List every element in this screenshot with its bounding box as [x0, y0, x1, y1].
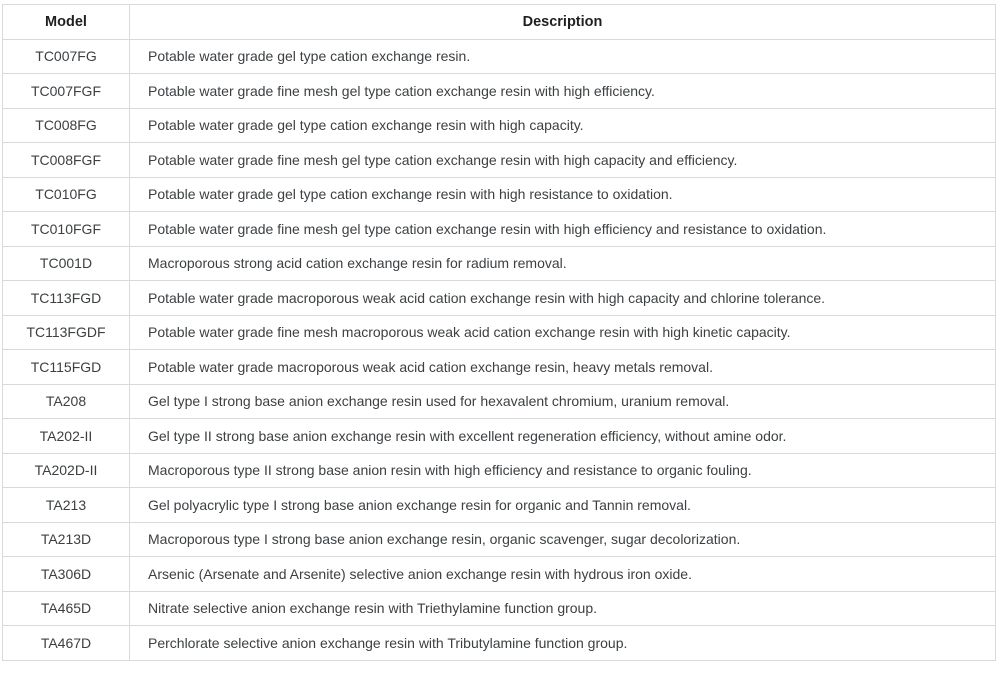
model-cell: TA306D — [3, 557, 130, 592]
table-row — [3, 108, 996, 143]
table-row — [3, 74, 996, 109]
table-row — [3, 350, 996, 385]
model-cell: TC113FGDF — [3, 315, 130, 350]
description-cell: Potable water grade gel type cation exchange resin with high resistance to oxidation. — [130, 177, 996, 212]
table-row — [3, 315, 996, 350]
table-row — [3, 212, 996, 247]
resin-model-table — [2, 4, 996, 661]
table-row — [3, 143, 996, 178]
model-cell: TC113FGD — [3, 281, 130, 316]
description-cell: Nitrate selective anion exchange resin with Triethylamine function group. — [130, 591, 996, 626]
table-row — [3, 419, 996, 454]
table-row — [3, 384, 996, 419]
model-cell: TA213 — [3, 488, 130, 523]
model-cell: TC007FG — [3, 39, 130, 74]
model-cell: TC007FGF — [3, 74, 130, 109]
description-column-header: Description — [130, 5, 996, 40]
header-row — [3, 5, 996, 40]
description-cell: Gel type II strong base anion exchange resin with excellent regeneration efficiency, without amine odor. — [130, 419, 996, 454]
description-cell: Macroporous type I strong base anion exchange resin, organic scavenger, sugar decolorization. — [130, 522, 996, 557]
description-cell: Potable water grade fine mesh gel type cation exchange resin with high efficiency and resistance to oxidation. — [130, 212, 996, 247]
page — [0, 4, 1000, 675]
table-row — [3, 177, 996, 212]
model-cell: TC008FG — [3, 108, 130, 143]
table-header — [3, 5, 996, 40]
description-cell: Potable water grade macroporous weak acid cation exchange resin, heavy metals removal. — [130, 350, 996, 385]
description-cell: Macroporous strong acid cation exchange resin for radium removal. — [130, 246, 996, 281]
description-cell: Potable water grade fine mesh gel type cation exchange resin with high capacity and efficiency. — [130, 143, 996, 178]
table-row — [3, 626, 996, 661]
description-cell: Potable water grade gel type cation exchange resin with high capacity. — [130, 108, 996, 143]
model-cell: TA202-II — [3, 419, 130, 454]
description-cell: Gel type I strong base anion exchange resin used for hexavalent chromium, uranium removal. — [130, 384, 996, 419]
model-cell: TC115FGD — [3, 350, 130, 385]
model-cell: TA465D — [3, 591, 130, 626]
description-cell: Potable water grade gel type cation exchange resin. — [130, 39, 996, 74]
model-cell: TA202D-II — [3, 453, 130, 488]
description-cell: Macroporous type II strong base anion resin with high efficiency and resistance to organic fouling. — [130, 453, 996, 488]
table-row — [3, 591, 996, 626]
description-cell: Potable water grade fine mesh macroporous weak acid cation exchange resin with high kinetic capacity. — [130, 315, 996, 350]
table-row — [3, 453, 996, 488]
description-cell: Perchlorate selective anion exchange resin with Tributylamine function group. — [130, 626, 996, 661]
model-cell: TC010FGF — [3, 212, 130, 247]
table-row — [3, 281, 996, 316]
table-row — [3, 522, 996, 557]
model-cell: TC010FG — [3, 177, 130, 212]
description-cell: Potable water grade macroporous weak acid cation exchange resin with high capacity and chlorine tolerance. — [130, 281, 996, 316]
description-cell: Potable water grade fine mesh gel type cation exchange resin with high efficiency. — [130, 74, 996, 109]
description-cell: Arsenic (Arsenate and Arsenite) selective anion exchange resin with hydrous iron oxide. — [130, 557, 996, 592]
table-body — [3, 39, 996, 660]
model-cell: TC001D — [3, 246, 130, 281]
table-row — [3, 557, 996, 592]
model-cell: TA208 — [3, 384, 130, 419]
table-row — [3, 488, 996, 523]
table-row — [3, 39, 996, 74]
model-cell: TA467D — [3, 626, 130, 661]
description-cell: Gel polyacrylic type I strong base anion exchange resin for organic and Tannin removal. — [130, 488, 996, 523]
model-cell: TC008FGF — [3, 143, 130, 178]
table-row — [3, 246, 996, 281]
model-column-header: Model — [3, 5, 130, 40]
model-cell: TA213D — [3, 522, 130, 557]
